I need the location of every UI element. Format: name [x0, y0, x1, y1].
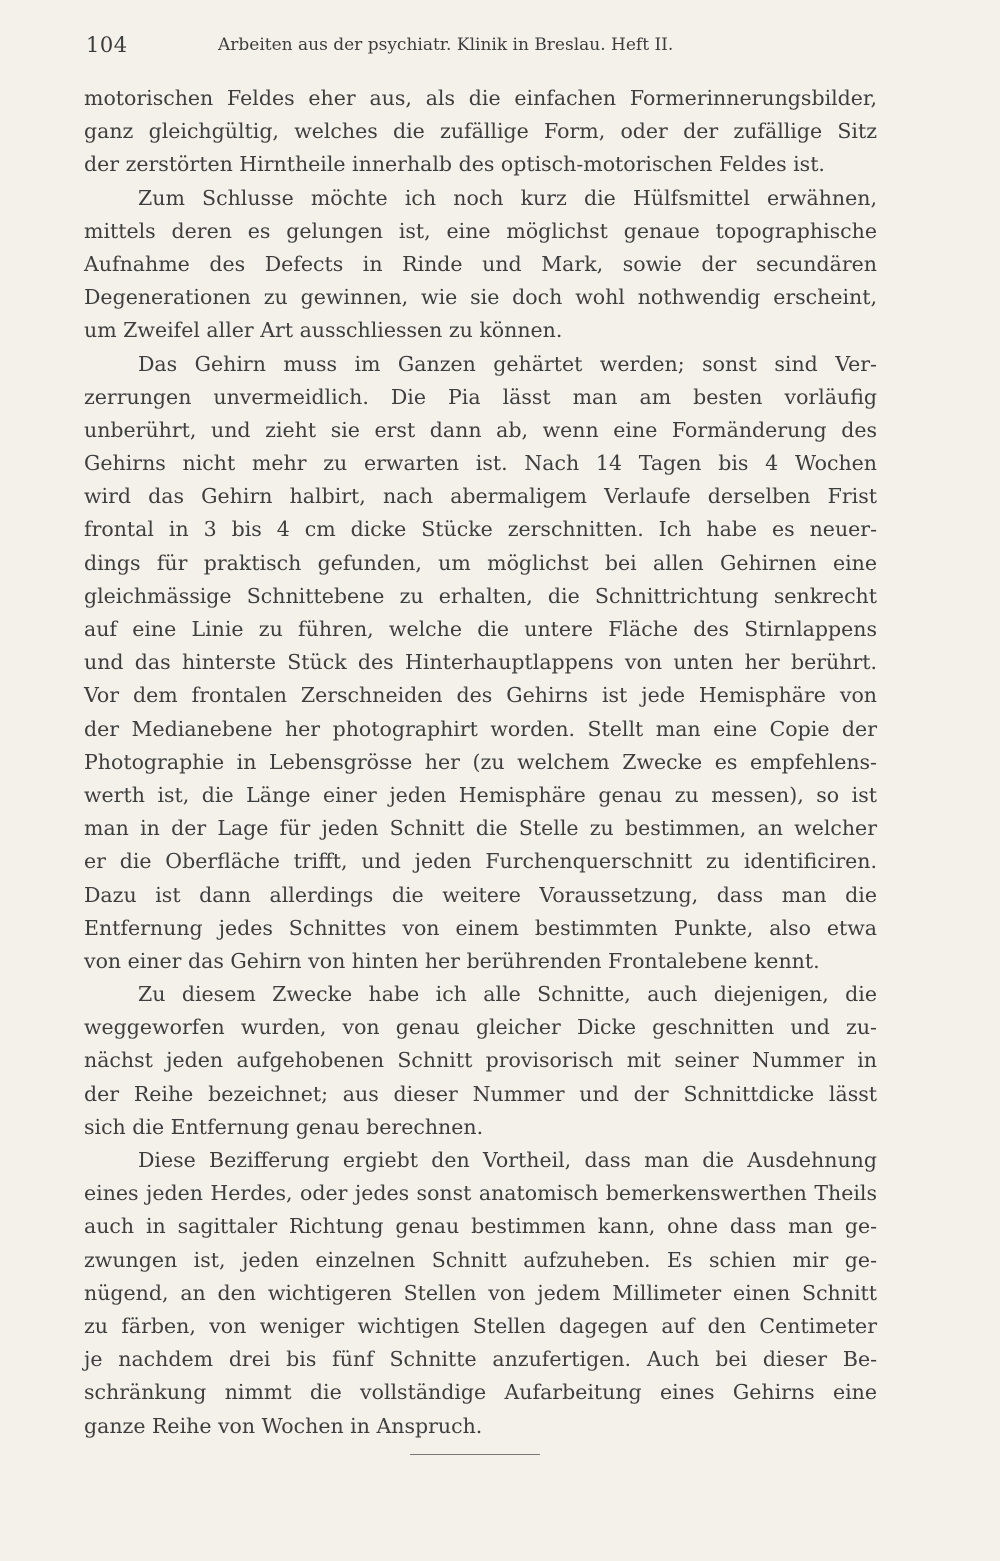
text-line: werth ist, die Länge einer jeden Hemisphäre genau zu messen), so ist: [84, 782, 877, 807]
text-line: Degenerationen zu gewinnen, wie sie doch wohl nothwendig erscheint,: [84, 285, 877, 310]
body-text: [84, 82, 877, 1443]
text-line: ganz gleichgültig, welches die zufällige Form, oder der zufällige Sitz: [84, 119, 877, 144]
text-line: auch in sagittaler Richtung genau bestimmen kann, ohne dass man ge-: [84, 1214, 877, 1239]
text-line: frontal in 3 bis 4 cm dicke Stücke zerschnitten. Ich habe es neuer-: [84, 517, 877, 542]
text-line: mittels deren es gelungen ist, eine möglichst genaue topographische: [84, 218, 877, 243]
text-line: von einer das Gehirn von hinten her berührenden Frontalebene kennt.: [84, 948, 820, 973]
text-line: er die Oberfläche trifft, und jeden Furchenquerschnitt zu identificiren.: [84, 849, 877, 874]
text-line: weggeworfen wurden, von genau gleicher Dicke geschnitten und zu-: [84, 1015, 877, 1040]
text-line: der Medianebene her photographirt worden. Stellt man eine Copie der: [84, 716, 877, 741]
text-line: der Reihe bezeichnet; aus dieser Nummer und der Schnittdicke lässt: [84, 1081, 877, 1106]
text-line: sich die Entfernung genau berechnen.: [84, 1114, 484, 1139]
text-line: dings für praktisch gefunden, um möglichst bei allen Gehirnen eine: [84, 550, 877, 575]
text-line: gleichmässige Schnittebene zu erhalten, die Schnittrichtung senkrecht: [84, 583, 877, 608]
text-line: und das hinterste Stück des Hinterhauptlappens von unten her berührt.: [84, 650, 877, 675]
text-line: man in der Lage für jeden Schnitt die Stelle zu bestimmen, an welcher: [84, 816, 877, 841]
text-line: auf eine Linie zu führen, welche die untere Fläche des Stirnlappens: [84, 617, 877, 641]
text-line: wird das Gehirn halbirt, nach abermaligem Verlaufe derselben Frist: [84, 484, 877, 509]
section-end-rule: [410, 1454, 540, 1455]
text-line: Dazu ist dann allerdings die weitere Voraussetzung, dass man die: [84, 882, 877, 907]
text-line: Aufnahme des Defects in Rinde und Mark, sowie der secundären: [84, 251, 877, 276]
text-line: Diese Bezifferung ergiebt den Vortheil, dass man die Ausdehnung: [138, 1148, 877, 1172]
text-line: zerrungen unvermeidlich. Die Pia lässt man am besten vorläufig: [84, 384, 877, 409]
running-head: Arbeiten aus der psychiatr. Klinik in Breslau. Heft II.: [218, 35, 674, 55]
text-line: zwungen ist, jeden einzelnen Schnitt aufzuheben. Es schien mir ge-: [84, 1247, 877, 1272]
page-number: 104: [86, 33, 128, 57]
text-line: nügend, an den wichtigeren Stellen von jedem Millimeter einen Schnitt: [84, 1280, 877, 1305]
page-header: [86, 28, 746, 62]
text-line: schränkung nimmt die vollständige Aufarbeitung eines Gehirns eine: [84, 1380, 877, 1405]
text-line: Vor dem frontalen Zerschneiden des Gehirns ist jede Hemisphäre von: [84, 683, 877, 708]
text-line: um Zweifel aller Art ausschliessen zu können.: [84, 318, 563, 343]
text-line: der zerstörten Hirntheile innerhalb des optisch-motorischen Feldes ist.: [84, 152, 825, 177]
text-line: motorischen Feldes eher aus, als die einfachen Formerinnerungsbilder,: [84, 86, 877, 110]
text-line: ganze Reihe von Wochen in Anspruch.: [84, 1413, 483, 1438]
text-line: eines jeden Herdes, oder jedes sonst anatomisch bemerkenswerthen Theils: [84, 1181, 877, 1206]
text-line: Gehirns nicht mehr zu erwarten ist. Nach 14 Tagen bis 4 Wochen: [84, 451, 877, 476]
text-line: Entfernung jedes Schnittes von einem bestimmten Punkte, also etwa: [84, 915, 877, 940]
text-line: Photographie in Lebensgrösse her (zu welchem Zwecke es empfehlens-: [84, 749, 877, 774]
text-line: nächst jeden aufgehobenen Schnitt provisorisch mit seiner Nummer in: [84, 1048, 877, 1073]
text-line: Das Gehirn muss im Ganzen gehärtet werden; sonst sind Ver-: [138, 351, 877, 376]
text-line: Zu diesem Zwecke habe ich alle Schnitte, auch diejenigen, die: [138, 982, 877, 1007]
text-line: unberührt, und zieht sie erst dann ab, wenn eine Formänderung des: [84, 417, 877, 442]
text-line: zu färben, von weniger wichtigen Stellen dagegen auf den Centimeter: [84, 1313, 877, 1338]
text-line: je nachdem drei bis fünf Schnitte anzufertigen. Auch bei dieser Be-: [84, 1347, 877, 1372]
text-line: Zum Schlusse möchte ich noch kurz die Hülfsmittel erwähnen,: [138, 185, 877, 210]
